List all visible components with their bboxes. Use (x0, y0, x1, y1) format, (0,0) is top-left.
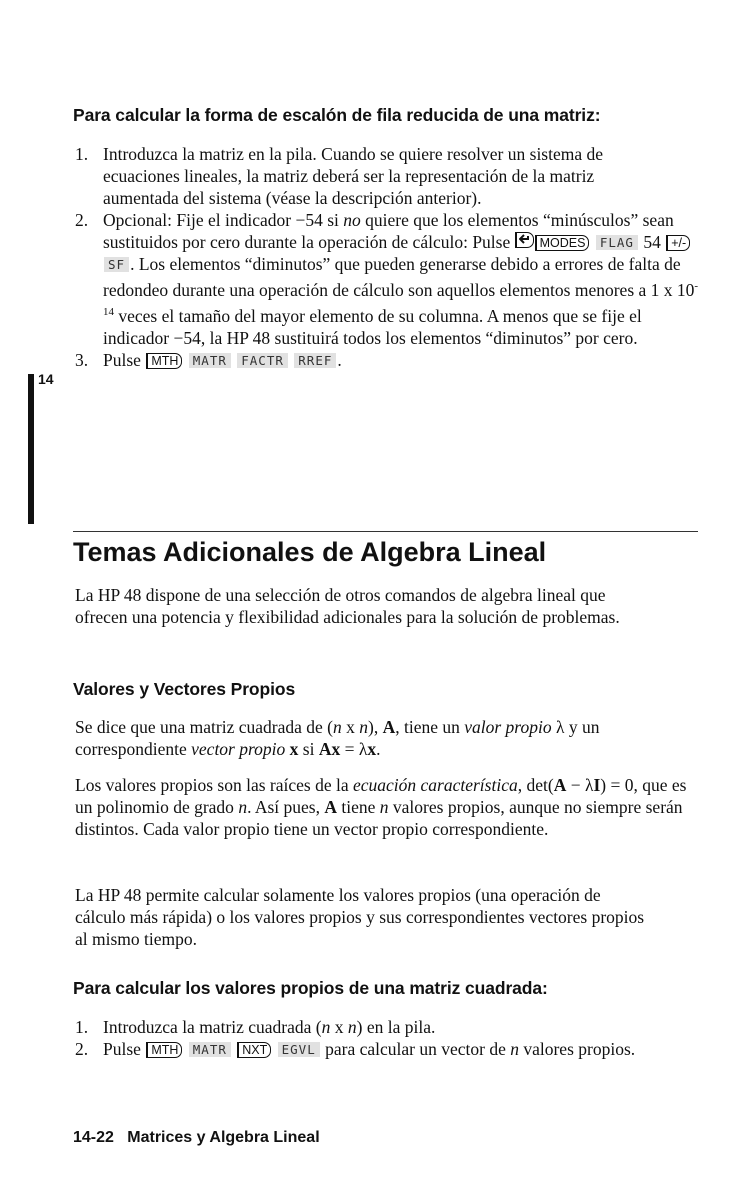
page-footer (73, 1129, 320, 1147)
section-title: Temas Adicionales de Algebra Lineal (73, 537, 547, 567)
eigen-step-1: 1. Introduzca la matriz cuadrada (n x n) en la pila. (75, 1017, 436, 1037)
left-shift-arrow-icon (519, 234, 531, 244)
page-number: 14-22 (73, 1129, 114, 1146)
chapter-title: Matrices y Algebra Lineal (127, 1129, 320, 1146)
egvl-menu-key: EGVL (278, 1042, 320, 1057)
eigen-calculation-paragraph: La HP 48 permite calcular solamente los valores propios (una operación de cálculo más rápida) o los valores propios y sus correspondientes vectores propios al mismo tiempo. (75, 885, 645, 949)
eigen-definition-paragraph: Se dice que una matriz cuadrada de (n x n), A, tiene un valor propio λ y un correspondiente vector propio x si Ax = λx. (75, 717, 600, 759)
rref-step-2: 2. Opcional: Fije el indicador −54 si no quiere que los elementos “minúsculos” sean sustituidos por cero durante la operación de cálculo: Pulse MODES FLAG 54 +/- SF . Los elementos “diminutos” que pueden generarse debido a errores de falta de redondeo durante una operación de cálculo son aquellos elementos menores a 1 x $10^{-14}$ veces el tamaño del mayor elemento de su columna. A menos que se fije el indicador −54, la HP 48 sustituirá todos los elementos “diminutos” por cero. (75, 210, 699, 348)
eigen-step-2: 2. Pulse MTH MATR NXT EGVL para calcular un vector de n valores propios. (75, 1039, 636, 1059)
procedure-heading-eigenvalues: Para calcular los valores propios de una matriz cuadrada: (73, 978, 548, 998)
eigen-steps (75, 1016, 700, 1060)
rref-step-1: 1. Introduzca la matriz en la pila. Cuando se quiere resolver un sistema de ecuaciones lineales, la matriz deberá ser la representación de la matriz aumentada del sistema (véase la descripción anterior). (75, 144, 604, 208)
characteristic-equation-paragraph: Los valores propios son las raíces de la ecuación característica, det(A − λI) = 0, que es un polinomio de grado n. Así pues, A tiene n valores propios, aunque no siempre serán distintos. Cada valor propio tiene un vector propio correspondiente. (75, 775, 687, 839)
chapter-tab-bar (28, 374, 34, 524)
matr-menu-key: MATR (189, 1042, 231, 1057)
modes-key: MODES (535, 235, 590, 251)
mth-key: MTH (146, 353, 182, 369)
procedure-heading-rref: Para calcular la forma de escalón de fila reducida de una matriz: (73, 105, 601, 125)
subheading-eigen: Valores y Vectores Propios (73, 679, 296, 699)
chs-key: +/- (666, 235, 690, 251)
sf-menu-key: SF (104, 257, 129, 272)
matr-menu-key: MATR (189, 353, 231, 368)
left-shift-key (515, 232, 534, 248)
flag-menu-key: FLAG (596, 235, 638, 250)
section-divider (73, 531, 698, 532)
rref-steps (75, 143, 705, 371)
mth-key: MTH (146, 1042, 182, 1058)
nxt-key: NXT (237, 1042, 271, 1058)
factr-menu-key: FACTR (237, 353, 288, 368)
intro-paragraph: La HP 48 dispone de una selección de otros comandos de algebra lineal que ofrecen una potencia y flexibilidad adicionales para la solución de problemas. (75, 585, 620, 627)
chapter-tab-number: 14 (38, 371, 54, 387)
rref-menu-key: RREF (294, 353, 336, 368)
rref-step-3: 3. Pulse MTH MATR FACTR RREF . (75, 349, 342, 370)
